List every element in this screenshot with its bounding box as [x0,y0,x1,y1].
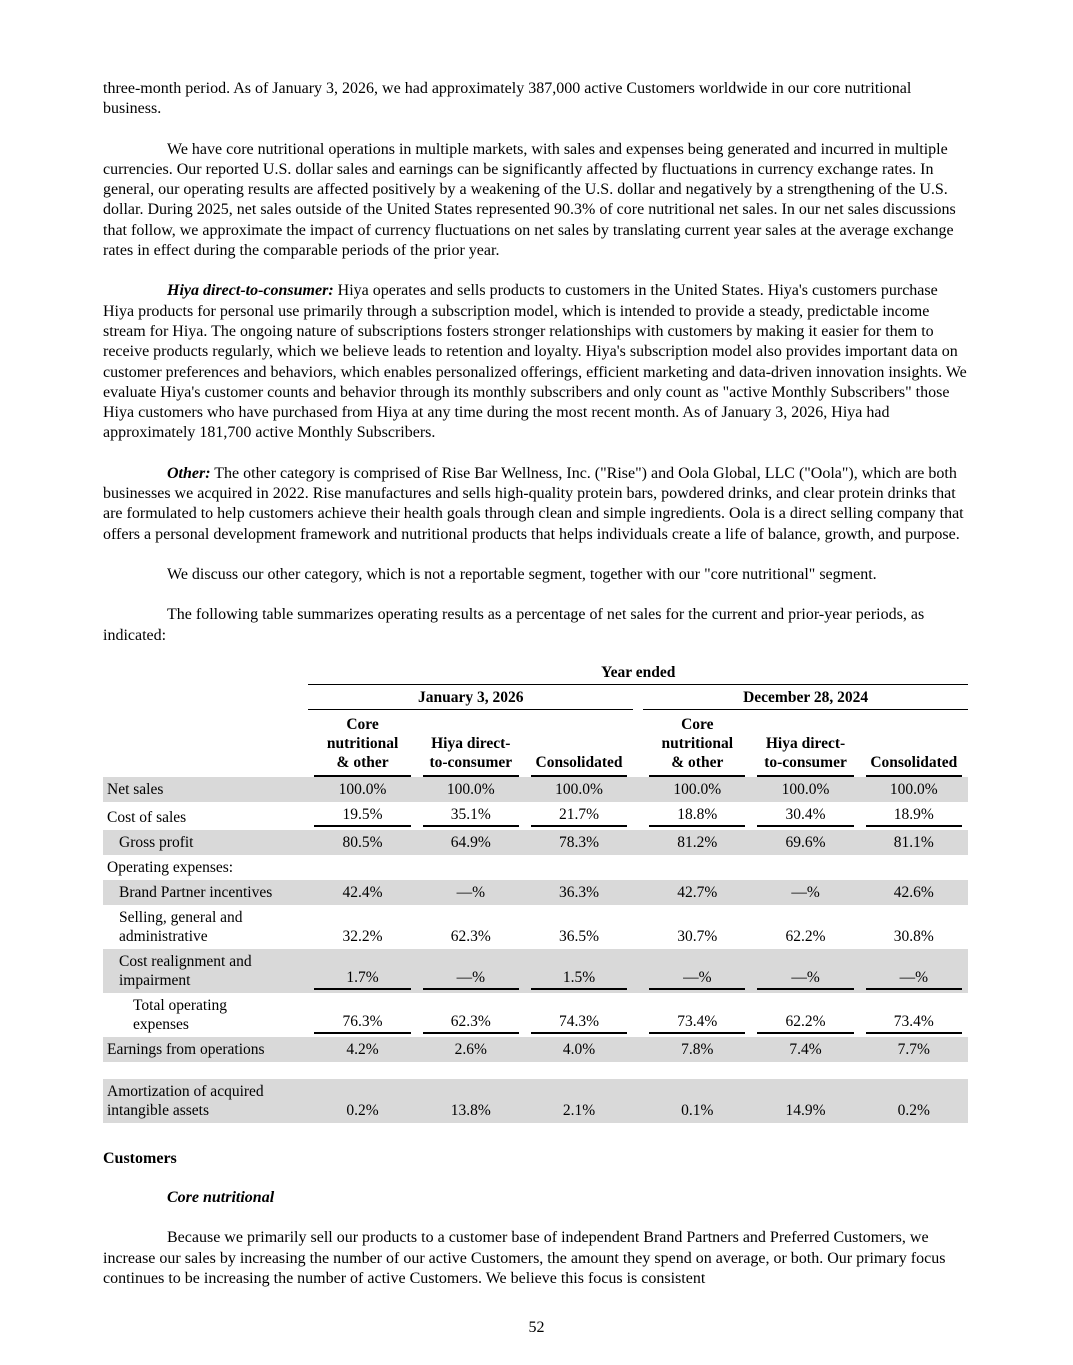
table-row-earnings-from-operations [103,1037,968,1062]
row-label: Amortization of acquired intangible assets [107,1082,264,1119]
table-cell: 32.2% [342,927,383,945]
table-cell: 18.9% [860,802,968,830]
table-cell: 81.2% [677,833,718,851]
table-cell: 42.6% [893,883,934,901]
table-cell: 73.4% [860,993,968,1037]
column-spacer [633,1037,643,1062]
page-number: 52 [528,1318,545,1336]
row-label: Selling, general and administrative [119,908,243,945]
table-cell [860,855,968,880]
table-cell: 35.1% [417,802,525,830]
table-row-net-sales [103,777,968,802]
table-cell: 100.0% [673,780,722,798]
core-nutritional-subheading: Core nutritional [167,1189,275,1207]
table-cell [417,855,525,880]
column-spacer [633,830,643,855]
table-cell: 4.0% [562,1040,596,1058]
hiya-lead-label: Hiya direct-to-consumer: [167,282,334,300]
paragraph-hiya [103,281,968,443]
column-spacer [633,802,643,830]
column-header-core-2024: Core nutritional & other [643,710,751,777]
table-cell: 19.5% [308,802,416,830]
row-label: Cost realignment and impairment [119,952,252,989]
table-cell: 100.0% [555,780,603,798]
table-cell: —% [791,883,820,901]
customers-heading: Customers [103,1149,177,1167]
table-cell: 21.7% [525,802,633,830]
table-cell: 30.4% [751,802,859,830]
table-cell: 62.3% [417,993,525,1037]
row-label: Brand Partner incentives [119,883,273,901]
row-label: Earnings from operations [107,1040,265,1058]
table-cell: 64.9% [450,833,491,851]
year-ended-header: Year ended [308,663,968,685]
table-cell: 100.0% [781,780,830,798]
table-cell: 30.7% [677,927,718,945]
table-cell: 36.5% [559,927,600,945]
table-cell: 4.2% [346,1040,379,1058]
table-cell: 42.4% [342,883,383,901]
paragraph-other [103,464,968,545]
table-row-cost-realignment [103,949,968,993]
row-label: Operating expenses: [107,858,234,876]
column-spacer [633,880,643,905]
paragraph-table-intro: The following table summarizes operating results as a percentage of net sales for the current and prior-year periods, as indicated: [103,606,925,644]
column-header-core-2026: Core nutritional & other [308,710,416,777]
table-cell: 78.3% [559,833,600,851]
column-header-hiya-2024: Hiya direct- to-consumer [751,710,859,777]
table-cell: —% [417,949,525,993]
table-cell: 74.3% [525,993,633,1037]
paragraph-intro: three-month period. As of January 3, 2026, we had approximately 387,000 active Customers worldwide in our core nutritional business. [103,80,912,118]
table-row-brand-partner-incentives [103,880,968,905]
table-cell: 62.2% [751,993,859,1037]
table-cell: 100.0% [338,780,387,798]
table-cell: 0.2% [346,1101,379,1119]
column-spacer [633,993,643,1037]
period-2024-header: December 28, 2024 [643,685,968,710]
table-cell: 14.9% [785,1101,826,1119]
other-paragraph-text: The other category is comprised of Rise Bar Wellness, Inc. ("Rise") and Oola Global, LLC ("Oola"), which are both businesses we acquired in 2022. Rise manufactures and sells high-quality protein bars, powdered drinks, and clear protein drinks that are formulated to help customers achieve their health goals through clean and simple ingredients. Oola is a direct selling company that offers a personal development framework and nutritional products that helps individuals create a life of balance, growth, and purpose. [103,464,964,543]
row-label: Total operating expenses [133,996,228,1033]
table-cell: 80.5% [342,833,383,851]
table-cell: 2.6% [454,1040,487,1058]
table-cell: 73.4% [643,993,751,1037]
table-cell: 100.0% [446,780,495,798]
paragraph-currency: We have core nutritional operations in multiple markets, with sales and expenses being generated and incurred in multiple currencies. Our reported U.S. dollar sales and earnings can be significantly affected by fluctuations in currency exchange rates. In general, our operating results are affected positively by a weakening of the U.S. dollar and negatively by a strengthening of the U.S. dollar. During 2025, net sales outside of the United States represented 90.3% of core nutritional net sales. In our net sales discussions that follow, we approximate the impact of currency fluctuations on net sales by translating current year sales at the average exchange rates in effect during the comparable periods of the prior year. [103,140,956,260]
table-cell: 69.6% [785,833,826,851]
table-cell: 7.8% [681,1040,714,1058]
column-spacer [633,685,643,710]
table-cell: 42.7% [677,883,718,901]
table-cell: 13.8% [450,1101,491,1119]
row-label: Gross profit [119,833,194,851]
operating-results-table-container [103,663,968,1123]
table-cell [308,855,416,880]
table-cell: 18.8% [643,802,751,830]
table-cell: 0.1% [681,1101,714,1119]
table-cell: 76.3% [308,993,416,1037]
hiya-paragraph-text: Hiya operates and sells products to customers in the United States. Hiya's customers purchase Hiya products for personal use primarily through a subscription model, which is intended to provide a steady, predictable income stream for Hiya. The ongoing nature of subscriptions fosters stronger relationships with customers by making it easier for them to receive products regularly, which we believe leads to retention and loyalty. Hiya's subscription model also provides important data on customer preferences and behaviors, which enables personalized offerings, efficient marketing and data-driven innovation insights. We evaluate Hiya's customer counts and behavior through its monthly subscribers and only count as "active Monthly Subscribers" those Hiya customers who have purchased from Hiya at any time during the most recent month. As of January 3, 2026, Hiya had approximately 181,700 active Monthly Subscribers. [103,282,967,442]
operating-results-table [103,663,968,1123]
table-cell: 36.3% [559,883,600,901]
table-cell: —% [643,949,751,993]
column-spacer [633,949,643,993]
table-cell: 1.5% [525,949,633,993]
table-cell: 0.2% [897,1101,930,1119]
table-cell [525,855,633,880]
table-cell: —% [860,949,968,993]
empty-cell [103,710,308,777]
table-cell: 7.7% [897,1040,930,1058]
table-cell: 30.8% [893,927,934,945]
table-row-sga [103,905,968,949]
period-2026-header: January 3, 2026 [308,685,633,710]
table-cell [643,855,751,880]
other-lead-label: Other: [167,464,211,482]
column-spacer [633,777,643,802]
table-cell: 62.3% [450,927,491,945]
column-spacer [633,1079,643,1123]
table-cell: 81.1% [893,833,934,851]
column-spacer [633,855,643,880]
empty-cell [103,663,308,685]
row-label: Net sales [107,780,164,798]
table-cell: 2.1% [562,1101,596,1119]
empty-cell [103,1062,968,1079]
table-cell: —% [751,949,859,993]
column-spacer [633,710,643,777]
empty-cell [103,685,308,710]
table-cell [751,855,859,880]
table-cell: 62.2% [785,927,826,945]
table-row-cost-of-sales [103,802,968,830]
period-header-row [103,685,968,710]
table-cell: —% [456,883,486,901]
column-header-consolidated-2026: Consolidated [525,710,633,777]
table-row-amortization [103,1079,968,1123]
table-cell: 1.7% [308,949,416,993]
table-row-total-operating-expenses [103,993,968,1037]
column-header-hiya-2026: Hiya direct- to-consumer [417,710,525,777]
paragraph-customers: Because we primarily sell our products to a customer base of independent Brand Partners and Preferred Customers, we increase our sales by increasing the number of our active Customers, the amount they spend on average, or both. Our primary focus continues to be increasing the number of active Customers. We believe this focus is consistent [103,1229,946,1288]
table-cell: 7.4% [789,1040,822,1058]
table-title-row [103,663,968,685]
table-row-operating-expenses-label [103,855,968,880]
row-label: Cost of sales [107,808,187,826]
column-header-consolidated-2024: Consolidated [860,710,968,777]
table-row-gross-profit [103,830,968,855]
table-spacer-row [103,1062,968,1079]
paragraph-segment-note: We discuss our other category, which is not a reportable segment, together with our "core nutritional" segment. [167,565,877,583]
table-cell: 100.0% [889,780,938,798]
column-spacer [633,905,643,949]
column-header-row [103,710,968,777]
